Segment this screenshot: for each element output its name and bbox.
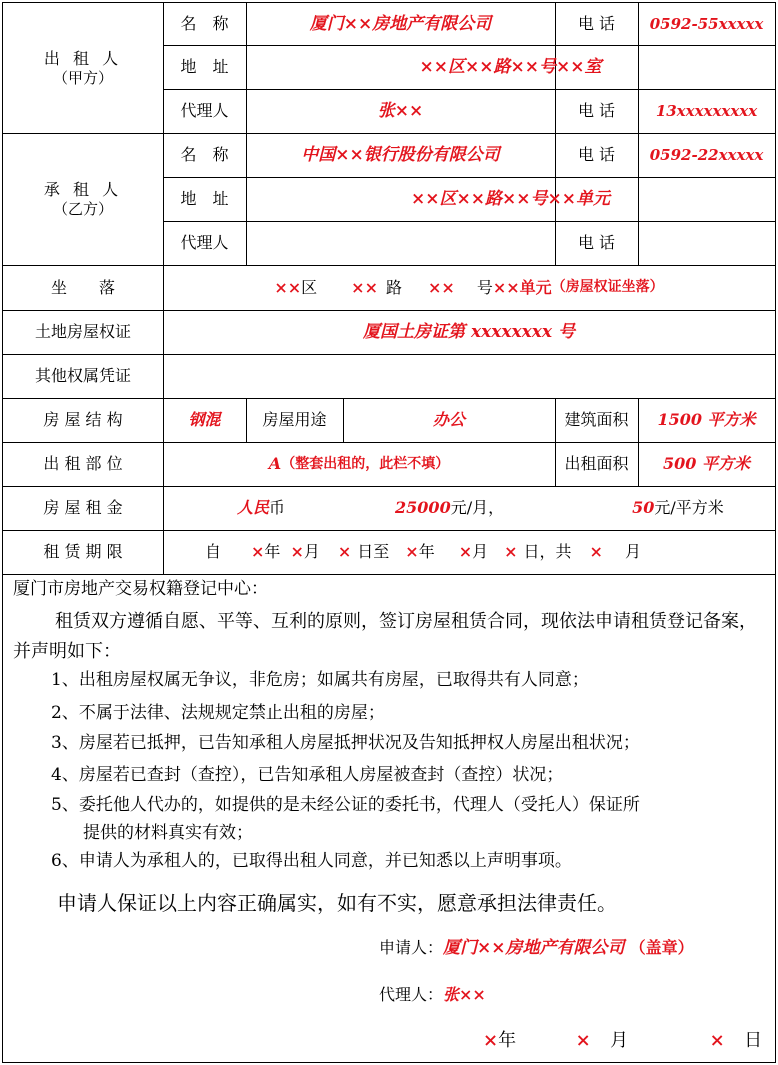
sign-day-unit: 日 (744, 1030, 763, 1051)
lessor-agent-label: 代理人 (180, 101, 229, 121)
sign-day: × (709, 1030, 725, 1051)
term-start-year: × (251, 542, 265, 562)
building-area-value: 1500 平方米 (657, 410, 756, 430)
declaration-item-5: 5、委托他人代办的，如提供的是未经公证的委托书，代理人（受托人）保证所 (51, 795, 640, 815)
declaration-item-2: 2、不属于法律、法规规定禁止出租的房屋； (51, 703, 385, 723)
location-label: 坐 落 (50, 277, 115, 297)
rent-currency: 人民 (237, 498, 270, 518)
term-start-day: × (337, 542, 352, 562)
lessee-phone: 0592-22xxxxx (649, 146, 764, 164)
agent-label: 代理人： (379, 985, 444, 1004)
rent-part-label: 出 租 部 位 (43, 454, 123, 474)
lessee-title: 承 租 人 (43, 180, 123, 200)
rent-per-sqm-unit: 元/平方米 (654, 498, 724, 518)
lessor-sub: （甲方） (52, 68, 113, 87)
lessor-title: 出 租 人 (43, 49, 123, 69)
declaration-guarantee: 申请人保证以上内容正确属实，如有不实，愿意承担法律责任。 (57, 891, 617, 915)
building-area-label: 建筑面积 (564, 410, 629, 430)
declaration-item-4: 4、房屋若已查封（查控），已告知承租人房屋被查封（查控）状况； (51, 765, 564, 785)
term-start-month: × (290, 542, 304, 562)
rent-part-value (163, 442, 555, 486)
lessee-phone-label: 电 话 (577, 145, 616, 165)
sign-date (483, 1026, 762, 1052)
sign-month: × (575, 1030, 591, 1051)
lessor-phone: 0592-55xxxxx (649, 15, 764, 33)
declaration-intro: 租赁双方遵循自愿、平等、互利的原则，签订房屋租赁合同，现依法申请租赁登记备案，并声明如下： (13, 611, 757, 662)
applicant-signature (379, 933, 694, 958)
rent-label: 房 屋 租 金 (43, 498, 123, 518)
applicant-name: 厦门××房地产有限公司 (443, 938, 625, 958)
location-road-unit: 路 (385, 277, 402, 297)
location-unit: ××单元 (492, 277, 552, 297)
lessor-name-label: 名 称 (180, 14, 229, 34)
land-cert-value: 厦国土房证第 xxxxxxxx 号 (363, 321, 575, 342)
location-road: ×× (351, 277, 378, 297)
location-district: ×× (274, 277, 302, 297)
declaration-item-1: 1、出租房屋权属无争议，非危房；如属共有房屋，已取得共有人同意； (51, 670, 589, 690)
term-day-to: 日至 (357, 542, 390, 562)
term-value (163, 530, 775, 574)
land-cert-label: 土地房屋权证 (34, 322, 131, 342)
term-months: × (589, 542, 603, 562)
location-num: ×× (428, 277, 455, 297)
sign-month-unit: 月 (610, 1030, 629, 1051)
term-months-unit: 月 (624, 542, 641, 562)
applicant-label: 申请人： (379, 938, 444, 957)
location-num-unit: 号 (476, 277, 493, 297)
lessee-addr: ××区××路××号××单元 (411, 188, 610, 209)
agent-signature (379, 982, 486, 1005)
lessee-name: 中国××银行股份有限公司 (301, 144, 500, 165)
lessee-agent-phone-label: 电 话 (577, 233, 616, 253)
sign-year-unit: 年 (498, 1030, 517, 1051)
row-line (3, 574, 775, 575)
term-from: 自 (205, 542, 222, 562)
use-value: 办公 (432, 410, 465, 430)
lessee-addr-label: 地 址 (180, 189, 229, 209)
rent-per-sqm: 50 (632, 498, 655, 518)
declaration-addressee: 厦门市房地产交易权籍登记中心： (13, 579, 268, 599)
lessee-agent-label: 代理人 (180, 233, 229, 253)
lessor-phone-label: 电 话 (577, 14, 616, 34)
term-end-day: × (504, 542, 518, 562)
declaration-item-5-cont: 提供的材料真实有效； (83, 823, 253, 843)
location-district-unit: 区 (301, 277, 318, 297)
lessor-addr: ××区××路××号××室 (419, 56, 602, 77)
declaration-item-6: 6、申请人为承租人的，已取得出租人同意，并已知悉以上声明事项。 (51, 851, 572, 871)
rent-area-value: 500 平方米 (663, 454, 750, 474)
term-end-month: × (458, 542, 473, 562)
other-cert-value[interactable] (163, 354, 775, 398)
term-month-unit: 月 (472, 542, 489, 562)
declaration-item-3: 3、房屋若已抵押，已告知承租人房屋抵押状况及告知抵押权人房屋出租状况； (51, 733, 640, 753)
rent-monthly: 25000 (395, 498, 451, 518)
lessor-label (3, 3, 163, 133)
rent-part-note: （整套出租的，此栏不填） (281, 455, 450, 472)
lessor-agent-phone-label: 电 话 (577, 101, 616, 121)
location-note: （房屋权证坐落） (551, 279, 664, 296)
term-month-unit: 月 (303, 542, 320, 562)
use-label: 房屋用途 (262, 410, 327, 430)
lessee-agent-phone[interactable] (638, 221, 775, 265)
agent-name: 张×× (443, 985, 486, 1004)
applicant-seal: （盖章） (629, 938, 694, 957)
lessee-sub: （乙方） (52, 199, 113, 218)
term-label: 租 赁 期 限 (43, 542, 123, 562)
sign-year: × (483, 1030, 499, 1051)
lease-registration-form (2, 2, 776, 1063)
term-day-total: 日，共 (523, 542, 572, 562)
rent-currency-suffix: 币 (269, 498, 286, 518)
other-cert-label: 其他权属凭证 (34, 366, 131, 386)
rent-area-label: 出租面积 (564, 454, 629, 474)
lessor-name: 厦门××房地产有限公司 (309, 13, 492, 34)
location-value (163, 265, 775, 310)
structure-label: 房 屋 结 构 (43, 410, 123, 430)
lessee-name-label: 名 称 (180, 145, 229, 165)
lessee-agent[interactable] (246, 221, 555, 265)
term-end-year: × (405, 542, 419, 562)
lessor-agent: 张×× (377, 100, 424, 121)
term-year-unit: 年 (418, 542, 435, 562)
term-year-unit: 年 (264, 542, 281, 562)
rent-value (163, 486, 775, 530)
rent-monthly-unit: 元/月， (450, 498, 505, 518)
rent-part-letter: A (268, 454, 282, 474)
structure-value: 钢混 (188, 410, 221, 430)
lessee-label (3, 133, 163, 265)
lessor-agent-phone: 13xxxxxxxxx (655, 102, 758, 120)
lessor-addr-label: 地 址 (180, 57, 229, 77)
